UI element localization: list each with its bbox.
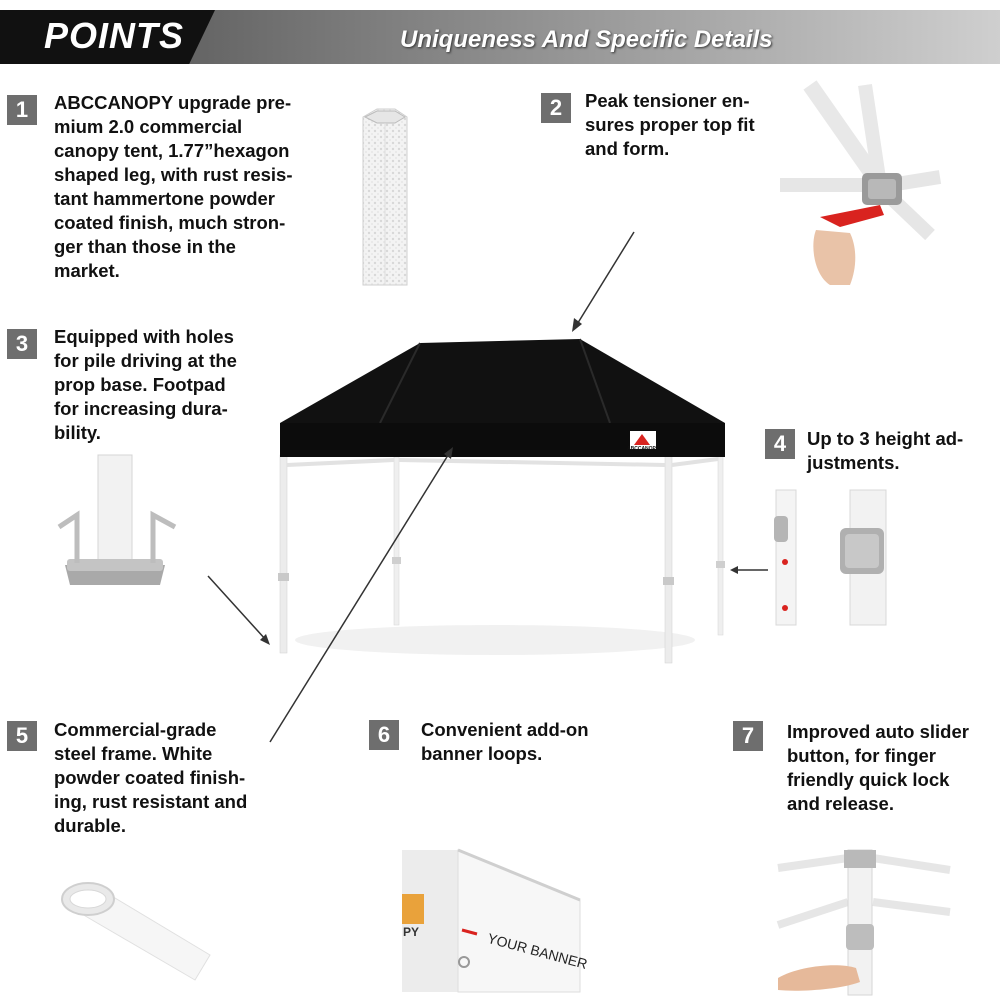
point-3-line: for increasing dura- [54, 398, 228, 419]
point-5-number: 5 [7, 721, 37, 751]
point-2-number: 2 [541, 93, 571, 123]
point-3-line: for pile driving at the [54, 350, 237, 371]
point-5-line: steel frame. White [54, 743, 213, 764]
point-7-line: friendly quick lock [787, 769, 950, 790]
point-1-line: coated finish, much stron- [54, 212, 286, 233]
header-title: POINTS [44, 15, 185, 56]
point-2-line: sures proper top fit [585, 114, 755, 135]
oval-tube-image [60, 875, 220, 990]
point-5-text [54, 718, 294, 838]
point-1-line: ger than those in the [54, 236, 236, 257]
banner-text: YOUR BANNER [485, 930, 590, 973]
point-6-line: banner loops. [421, 743, 543, 764]
point-1-number: 1 [7, 95, 37, 125]
point-4-line: Up to 3 height ad- [807, 428, 964, 449]
point-1-line: market. [54, 260, 120, 281]
point-5-line: durable. [54, 815, 126, 836]
tent-logo-text: ABCCANOPY [627, 446, 660, 452]
point-5-line: Commercial-grade [54, 719, 217, 740]
point-6-number: 6 [369, 720, 399, 750]
point-3-line: bility. [54, 422, 101, 443]
banner-brand-fragment: PY [403, 925, 420, 939]
slider-button-image [778, 850, 953, 995]
header-subtitle: Uniqueness And Specific Details [400, 26, 773, 53]
point-7-line: button, for finger [787, 745, 936, 766]
point-5-line: powder coated finish- [54, 767, 246, 788]
point-6-line: Convenient add-on [421, 719, 589, 740]
point-6-text [421, 718, 641, 766]
point-4-line: justments. [807, 452, 900, 473]
point-2-line: and form. [585, 138, 670, 159]
point-2-line: Peak tensioner en- [585, 90, 750, 111]
point-7-number: 7 [733, 721, 763, 751]
point-5-line: ing, rust resistant and [54, 791, 248, 812]
point-7-line: and release. [787, 793, 894, 814]
point-1-line: tant hammertone powder [54, 188, 275, 209]
point-4-number: 4 [765, 429, 795, 459]
point-7-line: Improved auto slider [787, 721, 969, 742]
point-1-line: canopy tent, 1.77”hexagon [54, 140, 290, 161]
point-3-line: Equipped with holes [54, 326, 234, 347]
banner-loop-image [402, 850, 582, 992]
point-3-line: prop base. Footpad [54, 374, 226, 395]
point-3-number: 3 [7, 329, 37, 359]
point-1-line: shaped leg, with rust resis- [54, 164, 293, 185]
point-1-line: mium 2.0 commercial [54, 116, 243, 137]
point-1-line: ABCCANOPY upgrade pre- [54, 92, 292, 113]
point-7-text [787, 720, 997, 816]
